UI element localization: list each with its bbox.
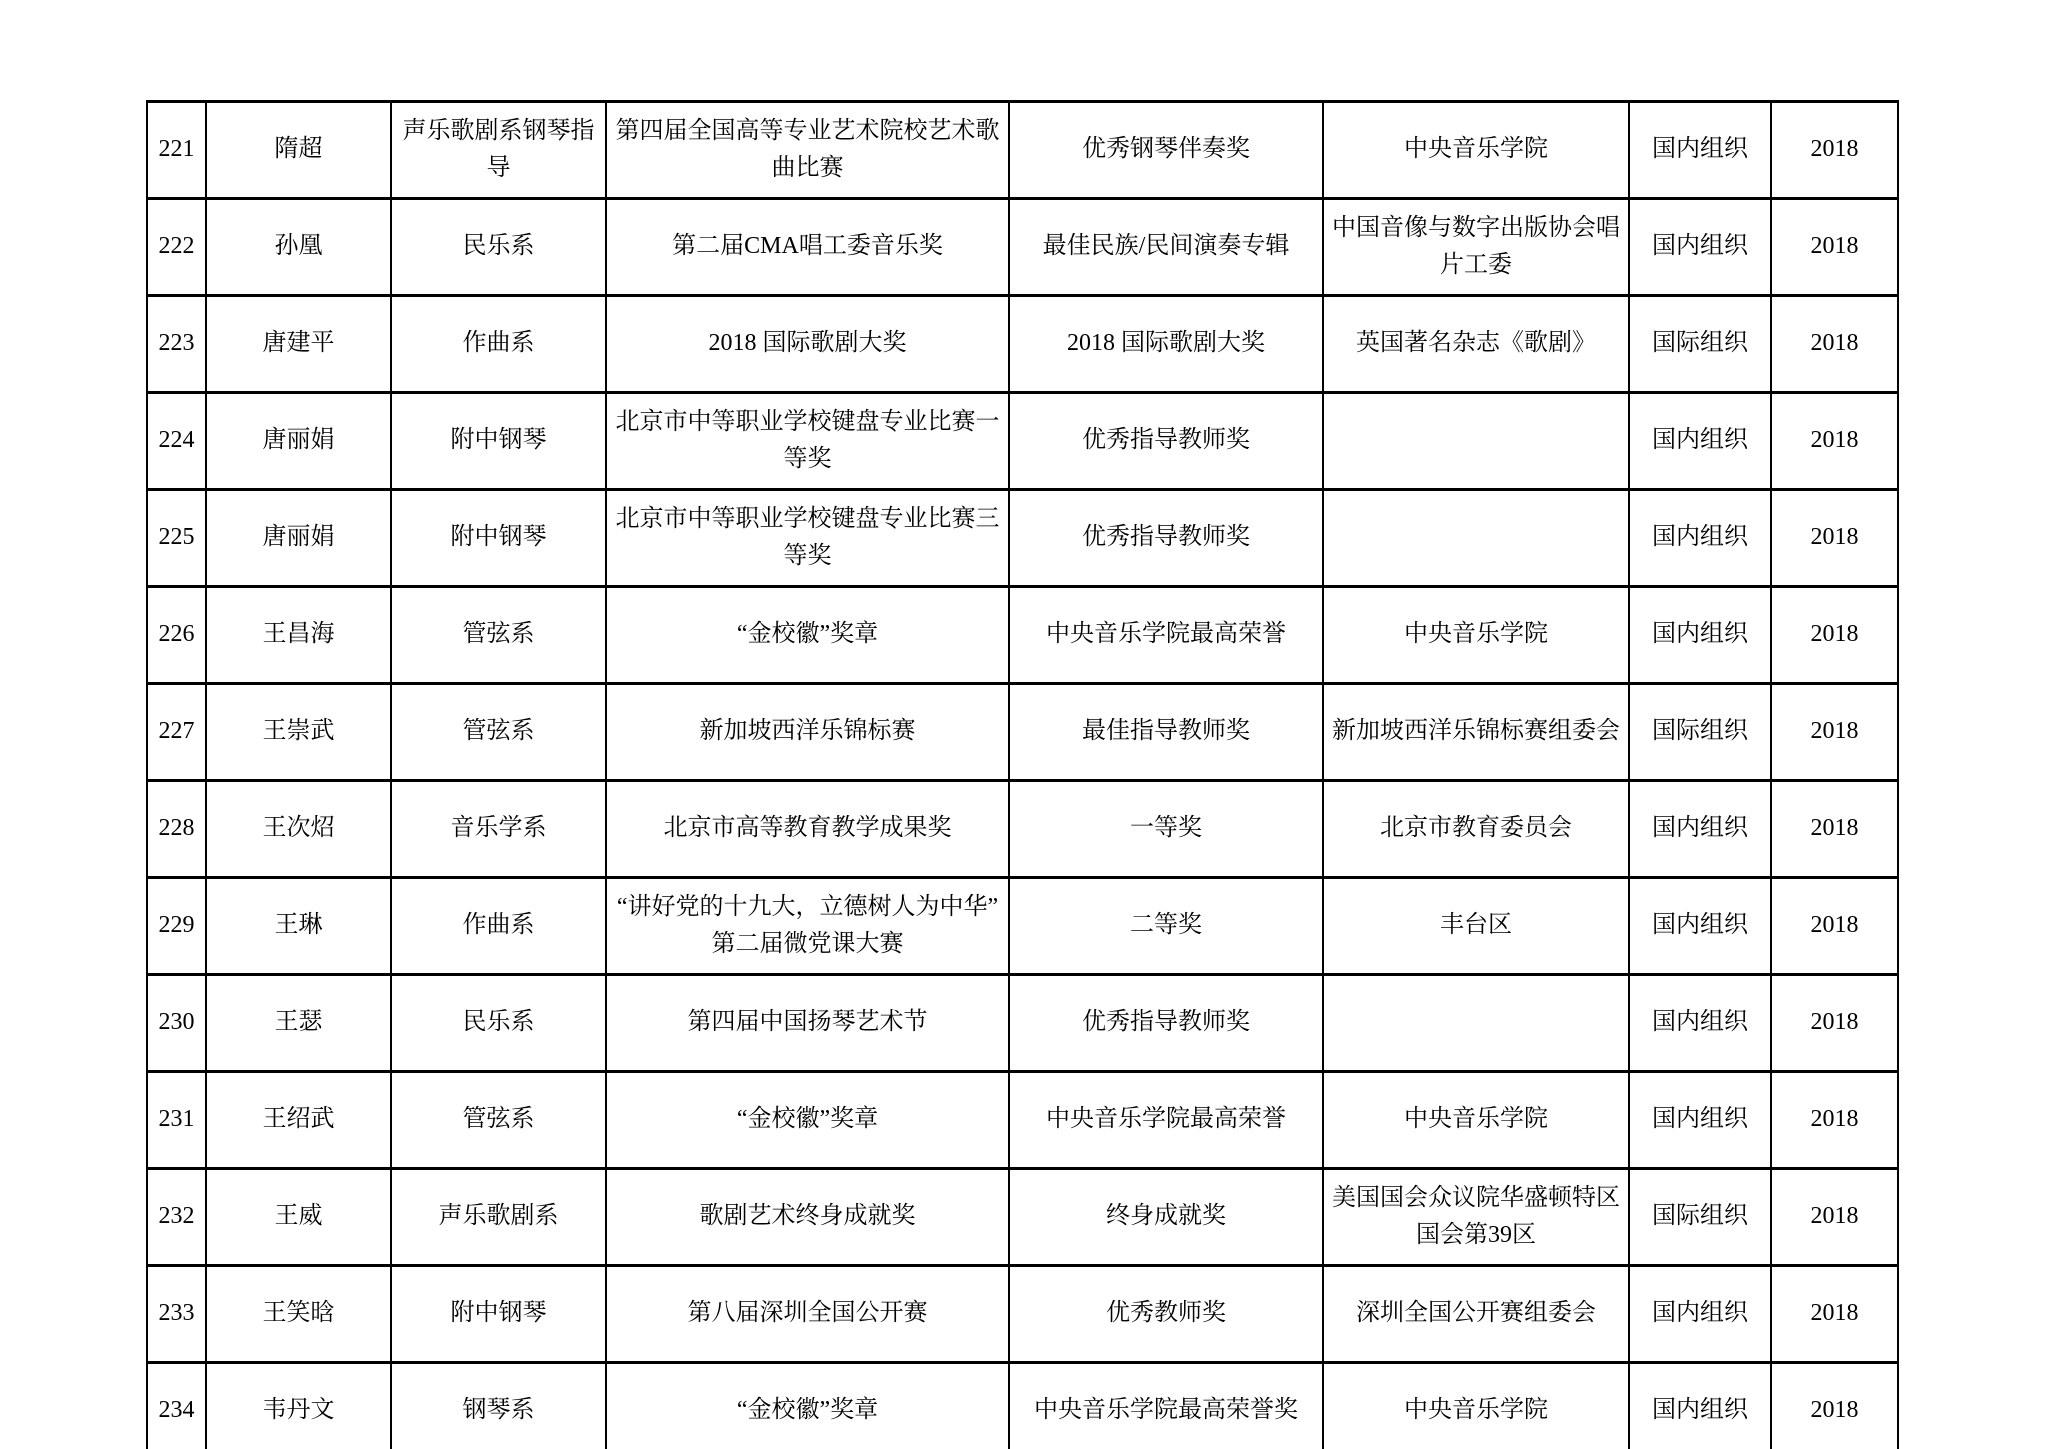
cell-organization: 中央音乐学院	[1323, 1072, 1629, 1169]
cell-award: 二等奖	[1009, 878, 1323, 975]
cell-department: 钢琴系	[391, 1363, 606, 1449]
cell-index: 234	[147, 1363, 206, 1449]
cell-name: 王崇武	[206, 684, 391, 781]
cell-index: 225	[147, 490, 206, 587]
cell-department: 作曲系	[391, 296, 606, 393]
cell-index: 233	[147, 1266, 206, 1363]
cell-competition: “讲好党的十九大，立德树人为中华”第二届微党课大赛	[606, 878, 1009, 975]
table-row	[147, 1169, 1898, 1266]
cell-year: 2018	[1771, 878, 1898, 975]
cell-competition: 北京市高等教育教学成果奖	[606, 781, 1009, 878]
cell-index: 227	[147, 684, 206, 781]
cell-org-scope: 国内组织	[1629, 587, 1771, 684]
cell-competition: 北京市中等职业学校键盘专业比赛三等奖	[606, 490, 1009, 587]
cell-year: 2018	[1771, 781, 1898, 878]
cell-competition: 第八届深圳全国公开赛	[606, 1266, 1009, 1363]
cell-org-scope: 国内组织	[1629, 1072, 1771, 1169]
cell-index: 228	[147, 781, 206, 878]
cell-department: 附中钢琴	[391, 393, 606, 490]
cell-org-scope: 国内组织	[1629, 975, 1771, 1072]
cell-award: 优秀钢琴伴奏奖	[1009, 102, 1323, 199]
table-row	[147, 102, 1898, 199]
cell-organization: 丰台区	[1323, 878, 1629, 975]
cell-year: 2018	[1771, 1169, 1898, 1266]
table-row	[147, 781, 1898, 878]
cell-organization: 英国著名杂志《歌剧》	[1323, 296, 1629, 393]
cell-organization: 美国国会众议院华盛顿特区国会第39区	[1323, 1169, 1629, 1266]
cell-org-scope: 国内组织	[1629, 102, 1771, 199]
cell-org-scope: 国际组织	[1629, 296, 1771, 393]
cell-department: 音乐学系	[391, 781, 606, 878]
table-row	[147, 1072, 1898, 1169]
cell-award: 最佳指导教师奖	[1009, 684, 1323, 781]
cell-organization: 深圳全国公开赛组委会	[1323, 1266, 1629, 1363]
table-row	[147, 393, 1898, 490]
cell-year: 2018	[1771, 1072, 1898, 1169]
cell-year: 2018	[1771, 587, 1898, 684]
cell-award: 优秀指导教师奖	[1009, 490, 1323, 587]
cell-competition: 歌剧艺术终身成就奖	[606, 1169, 1009, 1266]
table-row	[147, 296, 1898, 393]
cell-year: 2018	[1771, 975, 1898, 1072]
cell-name: 韦丹文	[206, 1363, 391, 1449]
cell-org-scope: 国际组织	[1629, 684, 1771, 781]
cell-year: 2018	[1771, 684, 1898, 781]
cell-competition: “金校徽”奖章	[606, 1072, 1009, 1169]
cell-org-scope: 国内组织	[1629, 878, 1771, 975]
cell-competition: “金校徽”奖章	[606, 1363, 1009, 1449]
cell-organization	[1323, 393, 1629, 490]
cell-year: 2018	[1771, 199, 1898, 296]
cell-org-scope: 国际组织	[1629, 1169, 1771, 1266]
cell-organization: 北京市教育委员会	[1323, 781, 1629, 878]
cell-index: 223	[147, 296, 206, 393]
cell-competition: 北京市中等职业学校键盘专业比赛一等奖	[606, 393, 1009, 490]
cell-organization: 中央音乐学院	[1323, 587, 1629, 684]
cell-year: 2018	[1771, 490, 1898, 587]
cell-organization: 中央音乐学院	[1323, 102, 1629, 199]
cell-name: 王次炤	[206, 781, 391, 878]
cell-year: 2018	[1771, 1266, 1898, 1363]
cell-org-scope: 国内组织	[1629, 490, 1771, 587]
cell-competition: 2018 国际歌剧大奖	[606, 296, 1009, 393]
awards-table-body	[147, 102, 1898, 1449]
table-row	[147, 199, 1898, 296]
cell-year: 2018	[1771, 393, 1898, 490]
table-row	[147, 490, 1898, 587]
cell-department: 管弦系	[391, 587, 606, 684]
cell-organization	[1323, 490, 1629, 587]
cell-index: 232	[147, 1169, 206, 1266]
cell-organization	[1323, 975, 1629, 1072]
cell-organization: 新加坡西洋乐锦标赛组委会	[1323, 684, 1629, 781]
cell-org-scope: 国内组织	[1629, 1266, 1771, 1363]
cell-award: 中央音乐学院最高荣誉奖	[1009, 1363, 1323, 1449]
cell-organization: 中国音像与数字出版协会唱片工委	[1323, 199, 1629, 296]
cell-department: 作曲系	[391, 878, 606, 975]
cell-award: 中央音乐学院最高荣誉	[1009, 587, 1323, 684]
table-row	[147, 684, 1898, 781]
cell-index: 221	[147, 102, 206, 199]
table-row	[147, 975, 1898, 1072]
table-row	[147, 587, 1898, 684]
cell-name: 唐建平	[206, 296, 391, 393]
cell-award: 优秀教师奖	[1009, 1266, 1323, 1363]
cell-index: 229	[147, 878, 206, 975]
cell-competition: 第四届全国高等专业艺术院校艺术歌曲比赛	[606, 102, 1009, 199]
cell-name: 王琳	[206, 878, 391, 975]
cell-name: 隋超	[206, 102, 391, 199]
cell-award: 最佳民族/民间演奏专辑	[1009, 199, 1323, 296]
cell-year: 2018	[1771, 296, 1898, 393]
cell-name: 王瑟	[206, 975, 391, 1072]
cell-department: 管弦系	[391, 684, 606, 781]
cell-name: 唐丽娟	[206, 490, 391, 587]
cell-award: 优秀指导教师奖	[1009, 975, 1323, 1072]
cell-name: 唐丽娟	[206, 393, 391, 490]
cell-competition: 第二届CMA唱工委音乐奖	[606, 199, 1009, 296]
cell-name: 王绍武	[206, 1072, 391, 1169]
cell-name: 王昌海	[206, 587, 391, 684]
cell-department: 声乐歌剧系钢琴指导	[391, 102, 606, 199]
cell-department: 管弦系	[391, 1072, 606, 1169]
cell-index: 226	[147, 587, 206, 684]
table-row	[147, 1266, 1898, 1363]
table-row	[147, 878, 1898, 975]
cell-organization: 中央音乐学院	[1323, 1363, 1629, 1449]
cell-index: 231	[147, 1072, 206, 1169]
awards-table	[146, 100, 1899, 1449]
cell-award: 2018 国际歌剧大奖	[1009, 296, 1323, 393]
cell-competition: “金校徽”奖章	[606, 587, 1009, 684]
cell-name: 王笑晗	[206, 1266, 391, 1363]
cell-award: 中央音乐学院最高荣誉	[1009, 1072, 1323, 1169]
cell-department: 声乐歌剧系	[391, 1169, 606, 1266]
cell-org-scope: 国内组织	[1629, 1363, 1771, 1449]
cell-year: 2018	[1771, 102, 1898, 199]
cell-index: 230	[147, 975, 206, 1072]
cell-department: 附中钢琴	[391, 1266, 606, 1363]
cell-competition: 第四届中国扬琴艺术节	[606, 975, 1009, 1072]
cell-org-scope: 国内组织	[1629, 199, 1771, 296]
cell-award: 一等奖	[1009, 781, 1323, 878]
cell-org-scope: 国内组织	[1629, 393, 1771, 490]
cell-competition: 新加坡西洋乐锦标赛	[606, 684, 1009, 781]
cell-award: 优秀指导教师奖	[1009, 393, 1323, 490]
cell-department: 民乐系	[391, 975, 606, 1072]
cell-department: 民乐系	[391, 199, 606, 296]
cell-org-scope: 国内组织	[1629, 781, 1771, 878]
cell-name: 王威	[206, 1169, 391, 1266]
cell-name: 孙凰	[206, 199, 391, 296]
cell-year: 2018	[1771, 1363, 1898, 1449]
table-row	[147, 1363, 1898, 1449]
cell-index: 222	[147, 199, 206, 296]
cell-award: 终身成就奖	[1009, 1169, 1323, 1266]
cell-department: 附中钢琴	[391, 490, 606, 587]
cell-index: 224	[147, 393, 206, 490]
